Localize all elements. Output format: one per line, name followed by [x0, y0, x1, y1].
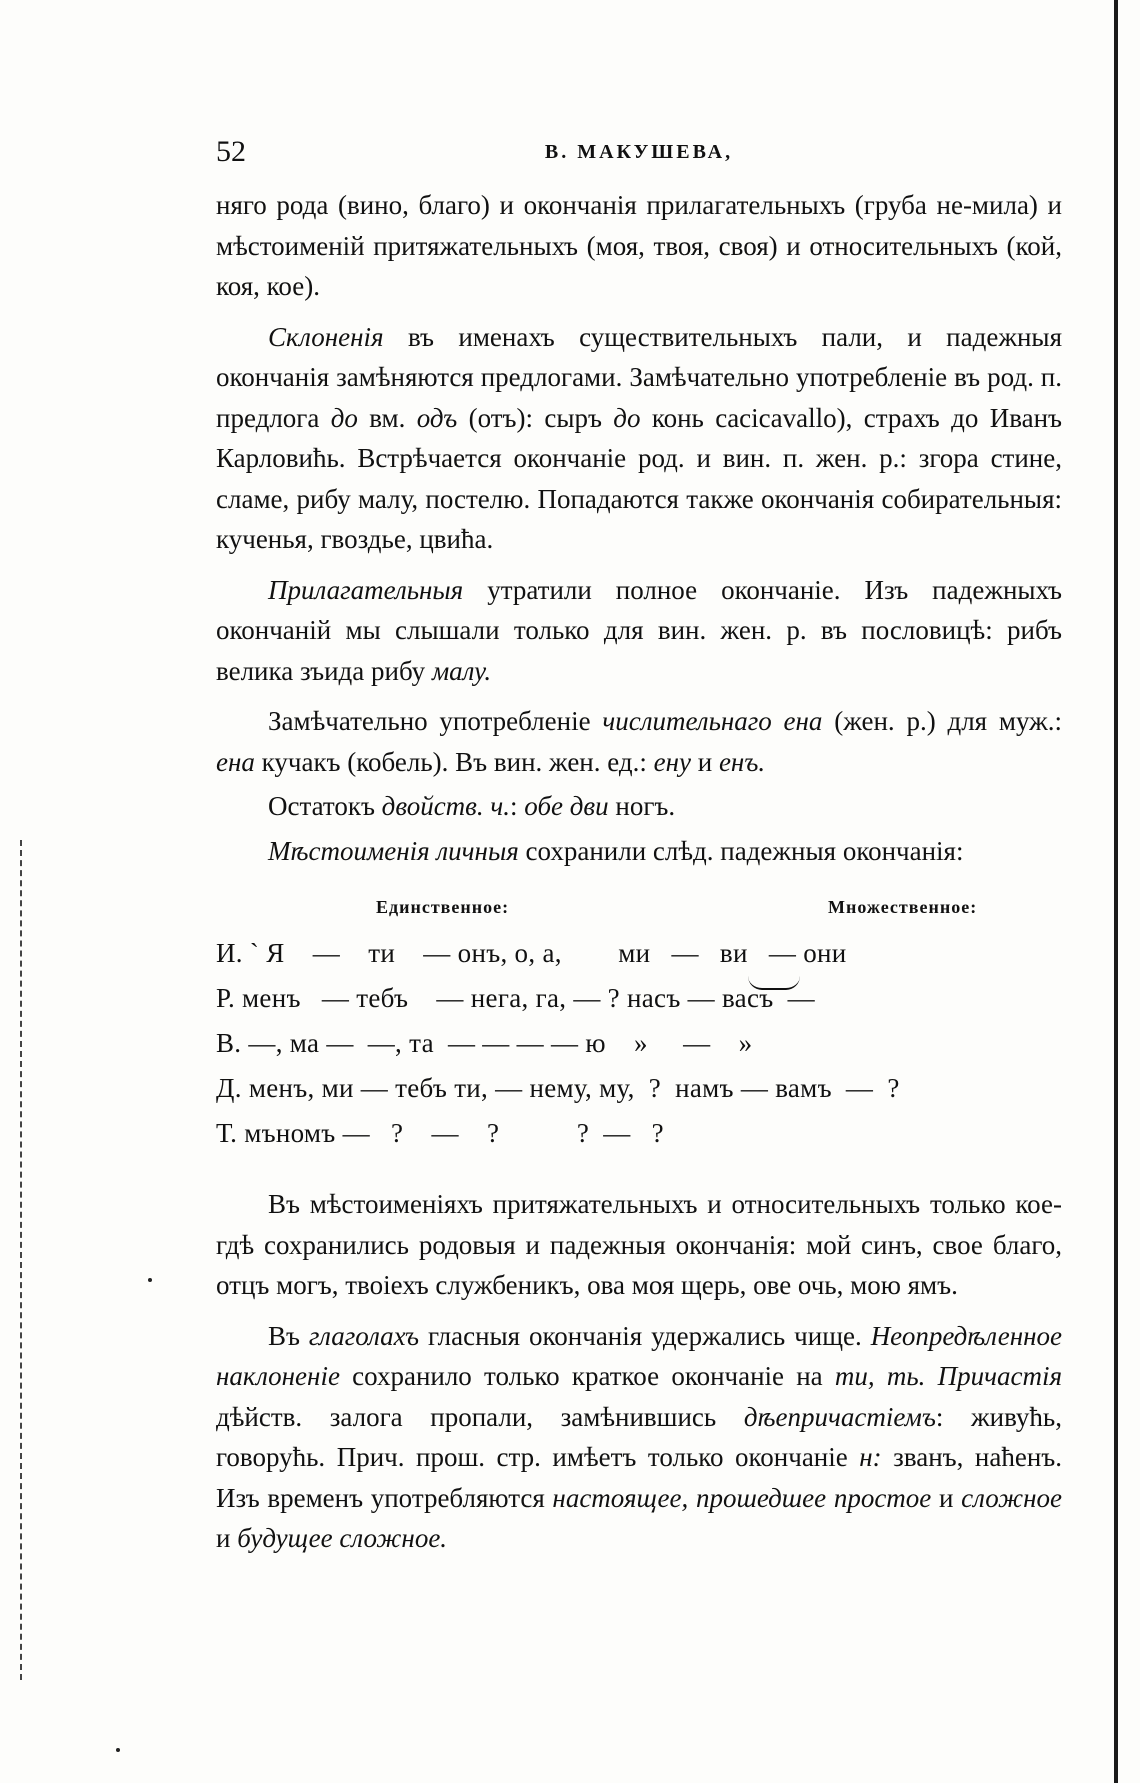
paragraph-adjectives: Прилагательныя утратили полное окончаніе. Изъ падежныхъ окончаній мы слышали только для вин. жен. р. въ пословицѣ: рибъ велика зъида рибу малу. — [216, 574, 1062, 686]
term-prilagatelnyia: Прилагательныя — [268, 574, 464, 605]
declension-row-accusative: В. —, ма — —, та — — — — ю » — » — [216, 1028, 753, 1058]
running-title: В. МАКУШЕВА, — [544, 141, 734, 163]
declension-row-genitive: Р. менъ — тебъ — нега, га, — ? насъ — васъ — — [216, 983, 815, 1013]
declension-table-header — [216, 891, 1062, 929]
term-dvoistv: двойств. ч. — [381, 791, 511, 821]
page-number: 52 — [216, 135, 246, 168]
paragraph-declension: Склоненія въ именахъ существительныхъ пали, и падежныя окончанія замѣняются предлогами. Замѣчательно употребленіе въ род. п. предлога до вм. одъ (отъ): сыръ до конь cacicavallo), страхъ до Иванъ Карловићь. Встрѣчается окончаніе род. и вин. п. жен. р.: згора стине, сламе, рибу малу, постелю. Попадаются также окончанія собирательныя: кученья, гвоздье, цвиħа. — [216, 321, 1062, 554]
declension-row-instrumental: Т. мъномъ — ? — ? ? — ? — [216, 1118, 664, 1148]
paragraph-possessive: Въ мѣстоименіяхъ притяжательныхъ и относительныхъ только кое-гдѣ сохранились родовыя и падежныя окончанія: мой синъ, свое благо, отцъ могъ, твоіехъ службеникъ, ова моя щерь, ове очь, мою ямъ. — [216, 1189, 1062, 1300]
paragraph-1: няго рода (вино, благо) и окончанія прилагательныхъ (груба не-мила) и мѣстоименій притяжательныхъ (моя, твоя, своя) и относительныхъ (кой, коя, кое). — [216, 190, 1062, 301]
paragraph-pronouns: Мѣстоименія личныя сохранили слѣд. падежныя окончанія: — [268, 835, 964, 866]
page-header — [216, 135, 1062, 185]
paragraph-verbs: Въ глаголахъ гласныя окончанія удержались чище. Неопредѣленное наклоненіе сохранило только краткое окончаніе на ти, ть. Причастія дѣйств. залога пропали, замѣнившись дѣепричастіемъ: живућь, говорућь. Прич. прош. стр. имѣетъ только окончаніе н: званъ, наħенъ. Изъ временъ употребляются настоящее, прошедшее простое и сложное и будущее сложное. — [216, 1320, 1063, 1553]
term-chislitelnago: числительнаго ена — [602, 706, 823, 736]
singular-label: Единственное: — [376, 897, 510, 917]
term-sklonenia: Склоненія — [268, 321, 384, 352]
binding-margin-line — [20, 840, 22, 1680]
brace-mark — [748, 976, 800, 990]
paragraph-numerals: Замѣчательно употребленіе числительнаго ена (жен. р.) для муж.: ена кучакъ (кобель). Въ вин. жен. ед.: ену и енъ. — [216, 706, 1062, 777]
term-mestoimenia: Мѣстоименія личныя — [268, 835, 519, 866]
margin-speck — [148, 1278, 152, 1282]
page-edge-line — [1114, 0, 1118, 1783]
declension-table — [216, 931, 1062, 1156]
declension-row-dative: Д. менъ, ми — тебъ ти, — нему, му, ? намъ — вамъ — ? — [216, 1073, 900, 1103]
declension-row-nominative: И. ` Я — ти — онъ, о, а, ми — ви — они — [216, 938, 847, 968]
paragraph-dual: Остатокъ двойств. ч.: обе дви ногъ. — [268, 791, 676, 821]
margin-speck — [116, 1748, 120, 1752]
plural-label: Множественное: — [828, 897, 978, 917]
page-body — [216, 135, 1062, 1559]
